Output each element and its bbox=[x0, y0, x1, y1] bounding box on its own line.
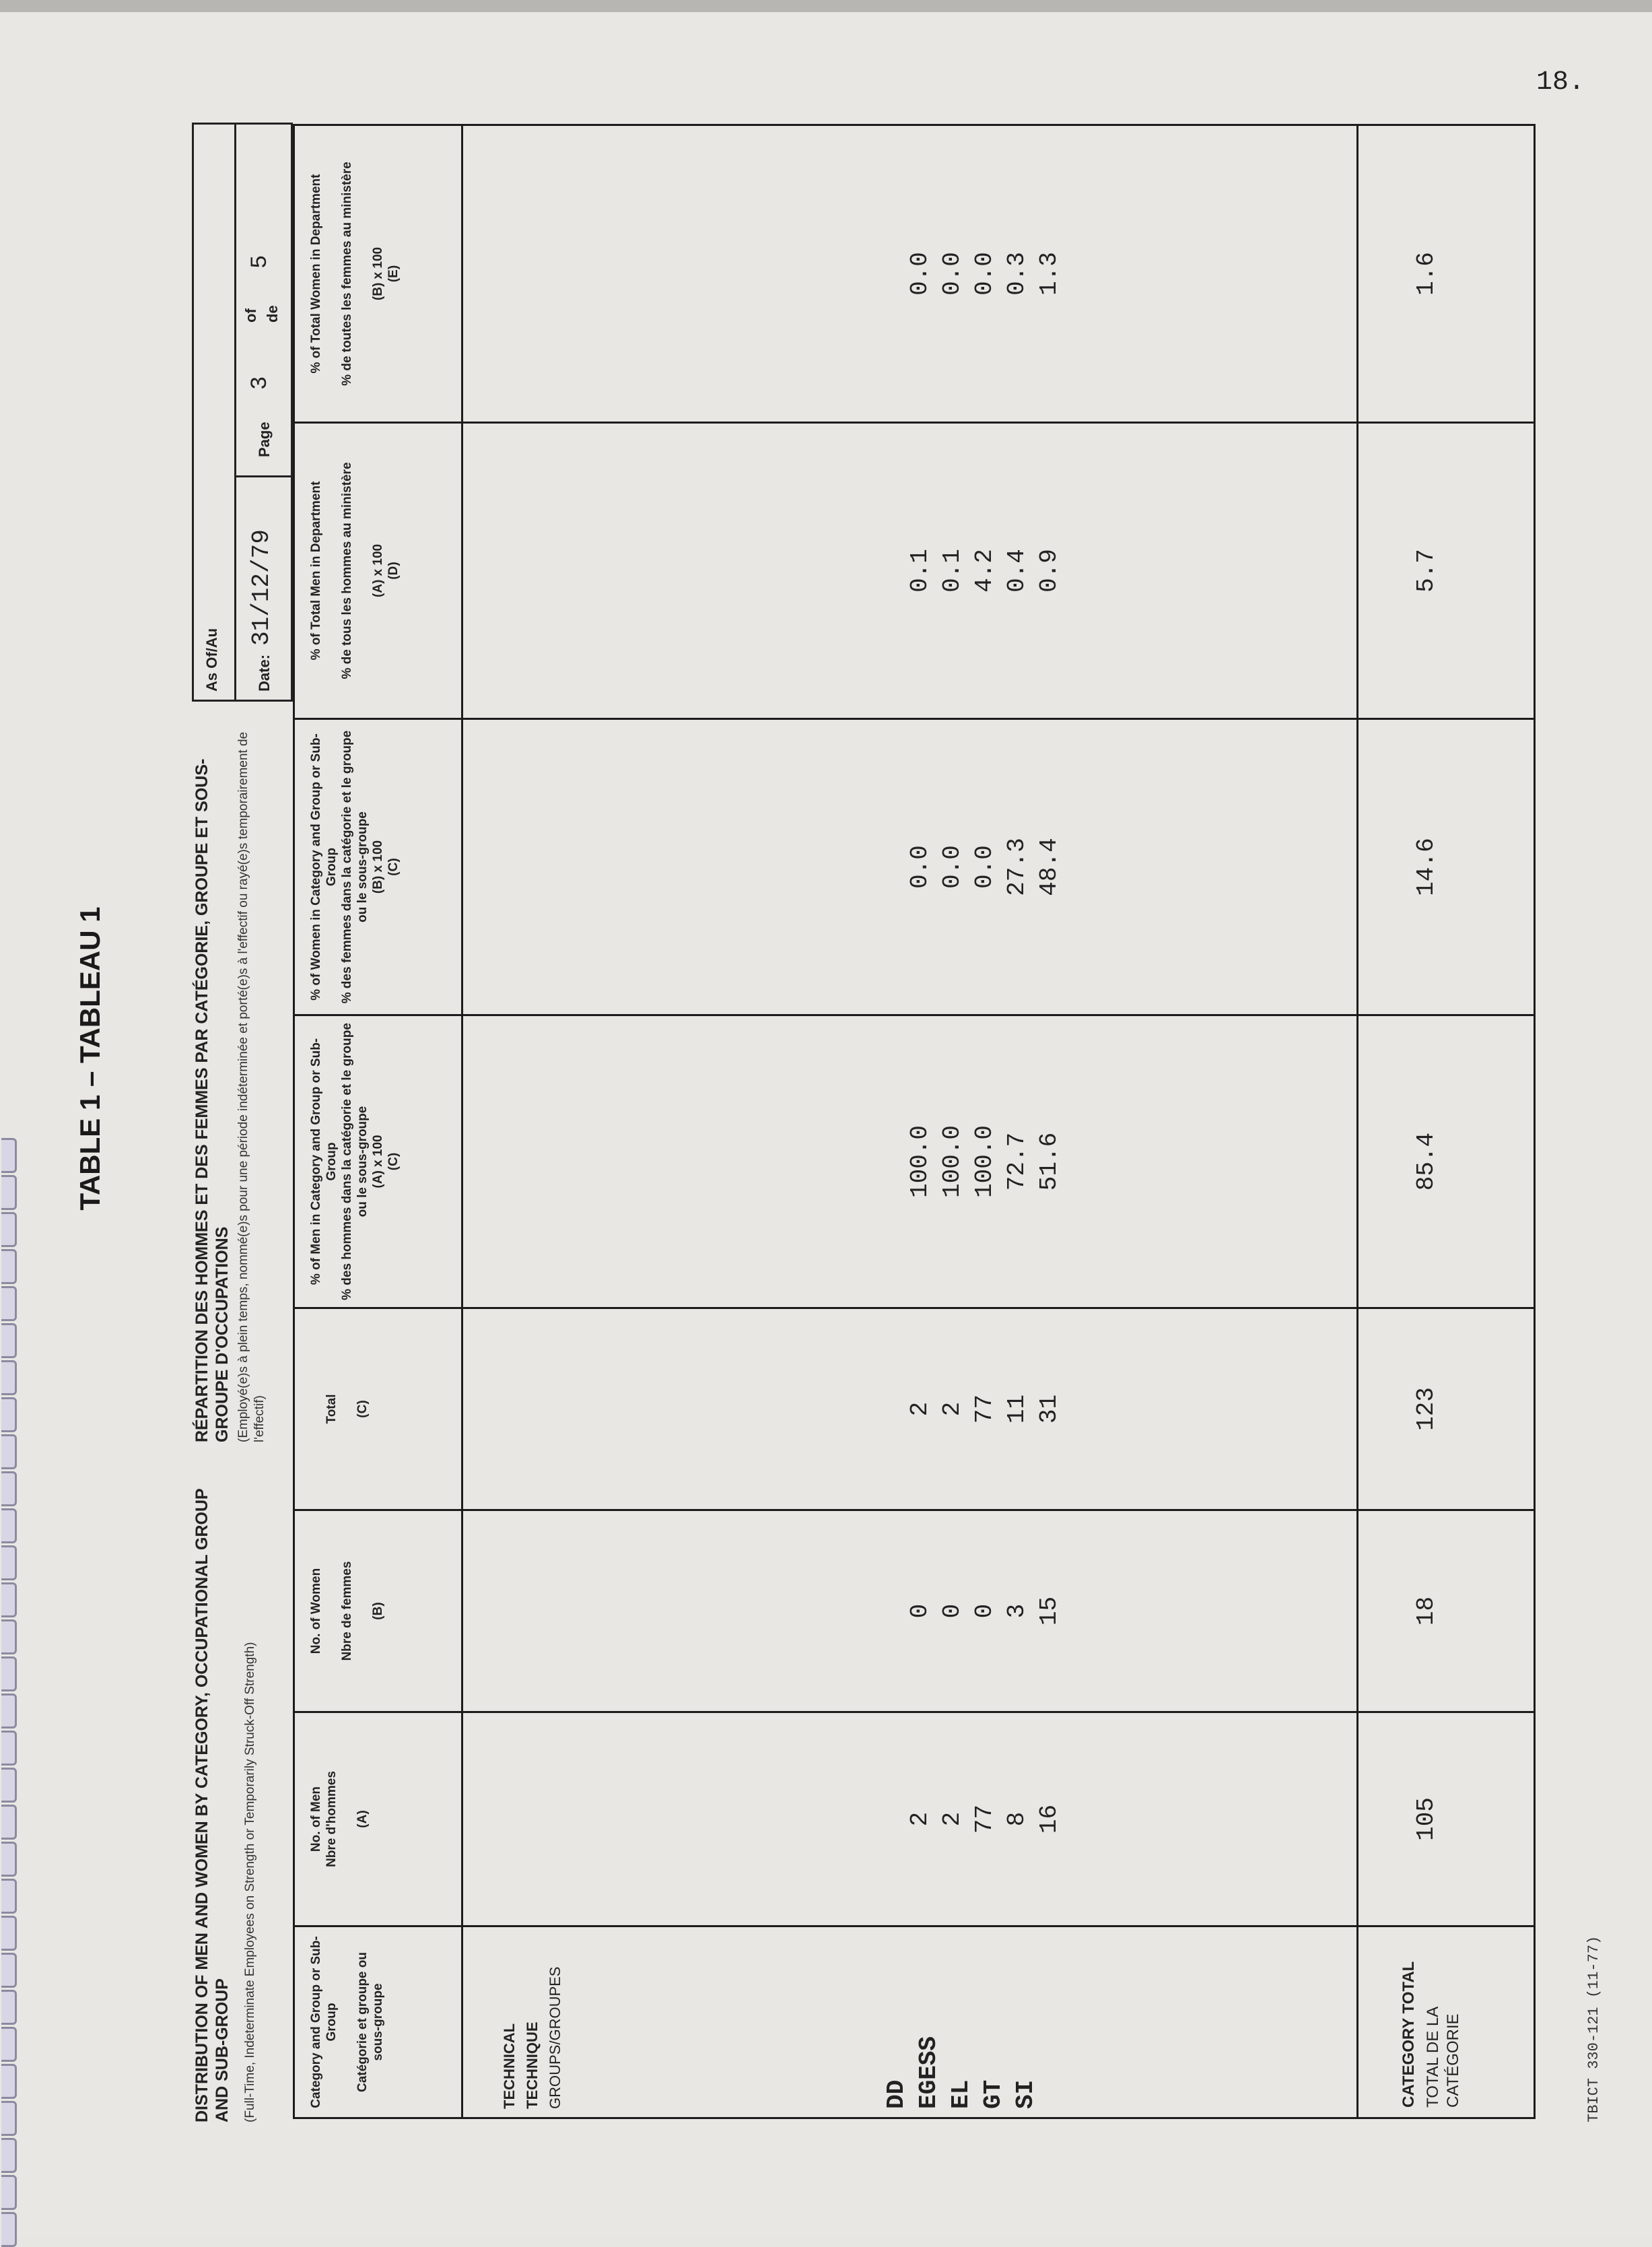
total-value: 2 bbox=[938, 1401, 966, 1417]
distribution-table bbox=[293, 124, 1536, 2119]
table-row-code: DD bbox=[883, 2079, 910, 2109]
women-value: 0 bbox=[938, 1603, 966, 1619]
total-men: 105 bbox=[1358, 1712, 1535, 1926]
men-value: 16 bbox=[1035, 1804, 1063, 1834]
category-total-row bbox=[1358, 125, 1535, 2118]
french-subheading: (Employé(e)s à plein temps, nommé(e)s pour une période indéterminée et porté(e)s à l'effectif ou rayé(e)s temporairement de l'effectif) bbox=[236, 731, 267, 1442]
english-subheading: (Full-Time, Indeterminate Employees on Strength or Temporarily Struck-Off Strength) bbox=[243, 1642, 257, 2122]
pct-total-men-value: 0.9 bbox=[1035, 549, 1063, 593]
group-codes bbox=[881, 1935, 1042, 2109]
pct-total-men-column bbox=[462, 423, 1358, 719]
total-pct-women: 14.6 bbox=[1358, 719, 1535, 1015]
women-column bbox=[462, 1510, 1358, 1712]
pct-men-column bbox=[462, 1015, 1358, 1308]
header-men: No. of Men Nbre d'hommes (A) bbox=[294, 1712, 462, 1926]
pct-men-value: 100.0 bbox=[938, 1125, 966, 1199]
date-label: Date: bbox=[256, 654, 273, 692]
as-of-box bbox=[192, 123, 293, 702]
page-number: 18. bbox=[1536, 67, 1585, 98]
men-value: 8 bbox=[1003, 1811, 1031, 1827]
page-total: 5 bbox=[248, 255, 273, 269]
pct-women-value: 48.4 bbox=[1035, 838, 1063, 896]
pct-total-men-value: 0.1 bbox=[938, 549, 966, 593]
pct-total-women-value: 1.3 bbox=[1035, 252, 1063, 296]
header-pct-total-women: % of Total Women in Department % de toutes les femmes au ministère (B) x 100 (E) bbox=[294, 125, 462, 423]
men-column bbox=[462, 1712, 1358, 1926]
header-total: Total (C) bbox=[294, 1308, 462, 1510]
total-value: 77 bbox=[971, 1394, 998, 1424]
form-number: TBICT 330-121 (11-77) bbox=[1585, 1935, 1602, 2122]
de-label: de bbox=[264, 305, 281, 323]
as-of-label: As Of/Au bbox=[203, 628, 220, 692]
table-row-code: EL bbox=[947, 2079, 975, 2109]
header-pct-total-men: % of Total Men in Department % de tous les hommes au ministère (A) x 100 (D) bbox=[294, 423, 462, 719]
total-value: 31 bbox=[1035, 1394, 1063, 1424]
pct-total-women-column bbox=[462, 125, 1358, 423]
men-value: 2 bbox=[906, 1811, 934, 1827]
table-title: TABLE 1 – TABLEAU 1 bbox=[74, 906, 106, 1211]
pct-men-value: 51.6 bbox=[1035, 1132, 1063, 1191]
total-value: 11 bbox=[1003, 1394, 1031, 1424]
total-women: 18 bbox=[1358, 1510, 1535, 1712]
pct-women-value: 0.0 bbox=[971, 845, 998, 889]
category-fr: TECHNIQUE bbox=[524, 2021, 541, 2109]
header-pct-women: % of Women in Category and Group or Sub-Group % des femmes dans la catégorie et le groupe ou le sous-groupe (B) x 100 (C) bbox=[294, 719, 462, 1015]
total-pct-men: 85.4 bbox=[1358, 1015, 1535, 1308]
women-value: 15 bbox=[1035, 1596, 1063, 1626]
english-heading: DISTRIBUTION OF MEN AND WOMEN BY CATEGORY, OCCUPATIONAL GROUP AND SUB-GROUP bbox=[193, 1488, 232, 2122]
pct-total-men-value: 4.2 bbox=[971, 549, 998, 593]
total-pct-total-women: 1.6 bbox=[1358, 125, 1535, 423]
table-row-code: GT bbox=[979, 2079, 1007, 2109]
table-row-code: EGESS bbox=[915, 2036, 942, 2109]
pct-women-value: 0.0 bbox=[938, 845, 966, 889]
women-value: 0 bbox=[906, 1603, 934, 1619]
pct-total-women-value: 0.0 bbox=[906, 252, 934, 296]
category-total-label: CATEGORY TOTAL TOTAL DE LA CATÉGORIE bbox=[1358, 1926, 1535, 2118]
header-category: Category and Group or Sub-Group Catégorie et groupe ou sous-groupe bbox=[294, 1926, 462, 2118]
pct-women-value: 0.0 bbox=[906, 845, 934, 889]
header-pct-men: % of Men in Category and Group or Sub-Group % des hommes dans la catégorie et le groupe ou le sous-groupe (A) x 100 (C) bbox=[294, 1015, 462, 1308]
men-value: 2 bbox=[938, 1811, 966, 1827]
page-current: 3 bbox=[248, 376, 273, 390]
page-label: Page bbox=[256, 422, 273, 457]
pct-men-value: 100.0 bbox=[906, 1125, 934, 1199]
pct-women-column bbox=[462, 719, 1358, 1015]
total-column bbox=[462, 1308, 1358, 1510]
men-value: 77 bbox=[971, 1804, 998, 1834]
pct-men-value: 72.7 bbox=[1003, 1132, 1031, 1191]
french-heading: RÉPARTITION DES HOMMES ET DES FEMMES PAR CATÉGORIE, GROUPE ET SOUS-GROUPE D'OCCUPATIONS bbox=[193, 758, 232, 1442]
of-label: of bbox=[242, 308, 259, 323]
pct-men-value: 100.0 bbox=[971, 1125, 998, 1199]
women-value: 0 bbox=[971, 1603, 998, 1619]
women-value: 3 bbox=[1003, 1603, 1031, 1619]
table-row-code: SI bbox=[1012, 2079, 1039, 2109]
total-all: 123 bbox=[1358, 1308, 1535, 1510]
pct-total-men-value: 0.4 bbox=[1003, 549, 1031, 593]
pct-total-women-value: 0.3 bbox=[1003, 252, 1031, 296]
report-date: 31/12/79 bbox=[248, 529, 275, 646]
groups-label: GROUPS/GROUPES bbox=[547, 1966, 563, 2109]
category-en: TECHNICAL bbox=[501, 2023, 518, 2109]
pct-total-women-value: 0.0 bbox=[971, 252, 998, 296]
header-women: No. of Women Nbre de femmes (B) bbox=[294, 1510, 462, 1712]
category-cell bbox=[462, 1926, 1358, 2118]
pct-total-women-value: 0.0 bbox=[938, 252, 966, 296]
total-pct-total-men: 5.7 bbox=[1358, 423, 1535, 719]
pct-women-value: 27.3 bbox=[1003, 838, 1031, 896]
pct-total-men-value: 0.1 bbox=[906, 549, 934, 593]
total-value: 2 bbox=[906, 1401, 934, 1417]
